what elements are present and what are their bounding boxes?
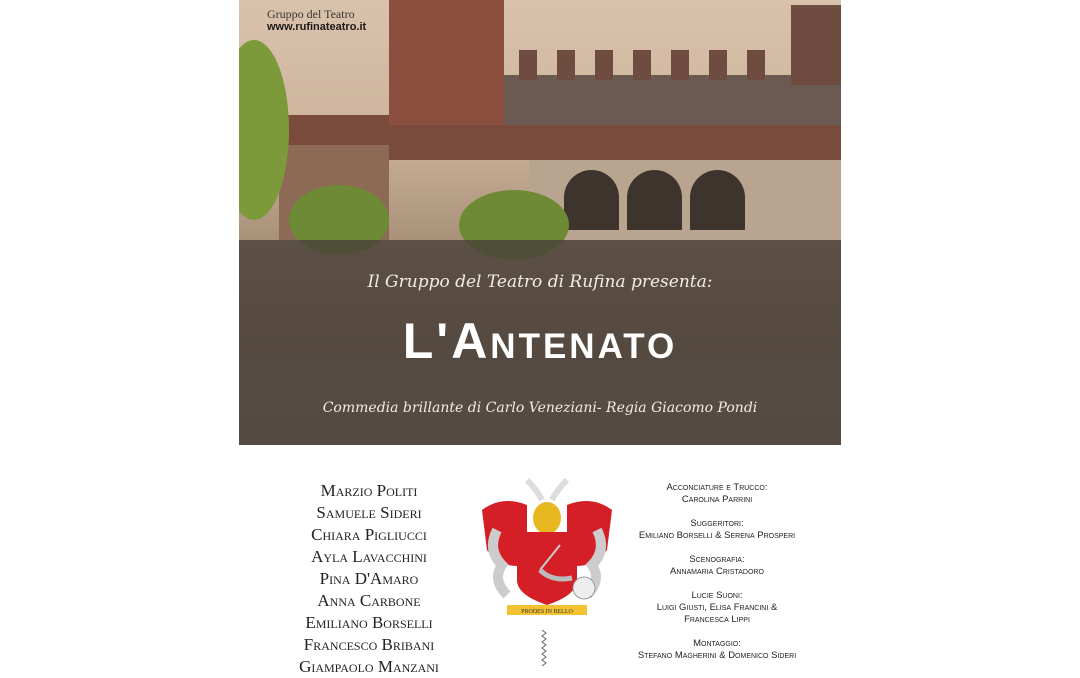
crew-block [617,518,817,542]
cast-list [279,480,459,678]
show-title: L'Antenato [402,313,678,369]
crew-role: Montaggio: [693,638,741,649]
crew-names: Annamaria Cristadoro [670,566,764,577]
crew-role: Suggeritori: [690,518,744,529]
cast-member: Giampaolo Manzani [299,657,439,676]
cast-member: Anna Carbone [317,591,421,610]
coat-of-arms-icon [472,470,622,675]
cast-member: Francesco Bribani [303,635,435,654]
crew-block [617,554,817,578]
poster [239,0,841,675]
brand-name: Gruppo del Teatro [267,7,355,21]
crest-motto: PRODES IN BELLO [521,609,573,615]
crew-names: Luigi Giusti, Elisa Francini & Francesca Lippi [656,602,778,625]
crew-names: Emiliano Borselli & Serena Prosperi [638,530,796,541]
brand-url: www.rufinateatro.it [267,21,367,33]
presenta-line: Il Gruppo del Teatro di Rufina presenta: [367,272,713,292]
cast-member: Pina D'Amaro [319,569,419,588]
crew-role: Acconciature e Trucco: [666,482,768,493]
cast-member: Chiara Pigliucci [311,525,427,544]
crew-block [617,482,817,506]
crew-role: Scenografia: [689,554,745,565]
cast-member: Emiliano Borselli [305,613,433,632]
show-subtitle: Commedia brillante di Carlo Veneziani- Regia Giacomo Pondi [322,400,758,416]
crew-block [617,638,817,662]
crew-credits [617,482,817,674]
crew-role: Lucie Suoni: [691,590,743,601]
crew-names: Stefano Magherini & Domenico Sideri [637,650,797,661]
cast-member: Ayla Lavacchini [311,547,427,566]
brand-logo [267,8,366,34]
cast-member: Marzio Politi [320,481,418,500]
crew-block [617,590,817,626]
cast-member: Samuele Sideri [316,503,422,522]
crew-names: Carolina Parrini [681,494,753,505]
castle-photo [239,0,841,445]
